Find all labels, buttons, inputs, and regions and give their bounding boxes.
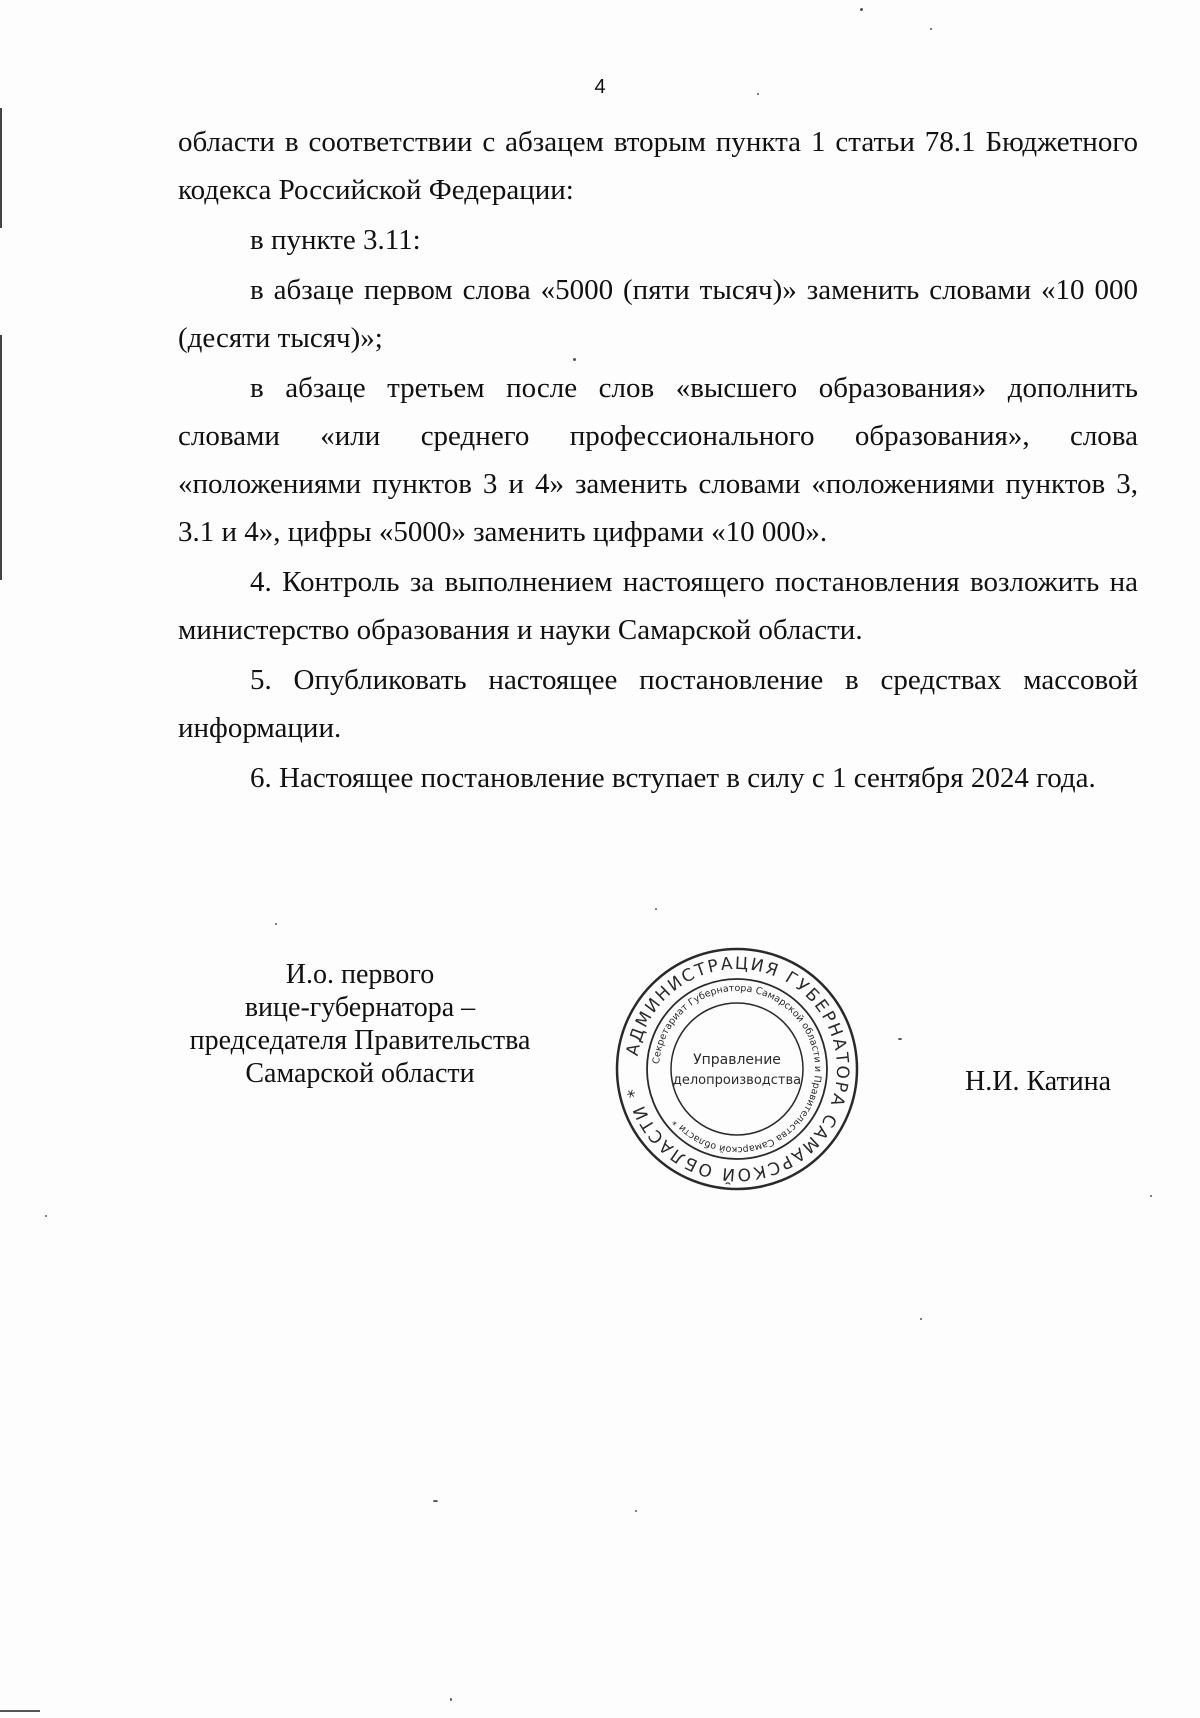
stamp-inner-circle [671, 1003, 803, 1135]
scan-speck [573, 358, 576, 361]
stamp-center-line: Управление [693, 1052, 781, 1068]
signatory-title [170, 958, 550, 1090]
stamp-middle-circle [647, 979, 827, 1159]
paragraph: 4. Контроль за выполнением настоящего постановления возложить на министерство образования и науки Самарской области. [178, 566, 1138, 646]
document-body [178, 118, 1138, 802]
signatory-line: вице-губернатора – [244, 992, 476, 1023]
signer-name: Н.И. Катина [965, 1066, 1112, 1097]
signatory-line: председателя Правительства [189, 1025, 531, 1056]
paragraph: 5. Опубликовать настоящее постановление в средствах массовой информации. [178, 664, 1138, 744]
signatory-line: Самарской области [245, 1058, 475, 1089]
stamp-inner-text: Секретариат Губернатора Самарской области и Правительства Самарской области * [651, 982, 824, 1156]
scan-margin-mark [0, 108, 2, 228]
scan-speck [1150, 1195, 1152, 1197]
scan-speck [450, 1698, 452, 1701]
stamp-outer-text: АДМИНИСТРАЦИЯ ГУБЕРНАТОРА САМАРСКОЙ ОБЛАСТИ * [622, 953, 853, 1185]
paragraph: 6. Настоящее постановление вступает в силу с 1 сентября 2024 года. [250, 762, 1096, 794]
scan-margin-mark [0, 335, 2, 580]
scan-speck [860, 8, 863, 11]
scan-speck [635, 1510, 637, 1512]
scan-speck [45, 1215, 47, 1217]
scan-speck [433, 1500, 438, 1502]
scan-edge-mark [0, 1710, 40, 1712]
paragraph: области в соответствии с абзацем вторым пункта 1 статьи 78.1 Бюджетного кодекса Российской Федерации: [178, 126, 1138, 206]
page-number: 4 [594, 76, 606, 98]
scan-speck [920, 1318, 922, 1320]
scan-speck [898, 1038, 902, 1040]
scan-speck [757, 93, 759, 95]
scan-speck [655, 908, 657, 910]
scan-speck [275, 923, 277, 925]
scan-speck [930, 28, 932, 30]
stamp-center-line: делопроизводства [672, 1073, 802, 1088]
official-stamp [612, 944, 862, 1194]
signatory-line: И.о. первого [285, 959, 435, 990]
paragraph: в абзаце первом слова «5000 (пяти тысяч)» заменить словами «10 000 (десяти тысяч)»; [178, 274, 1138, 354]
paragraph: в абзаце третьем после слов «высшего образования» дополнить словами «или среднего профессионального образования», слова «положениями пунктов 3 и 4» заменить словами «положениями пунктов 3, 3.1 и 4», цифры «5000» заменить цифрами «10 000». [178, 372, 1138, 548]
paragraph: в пункте 3.11: [250, 224, 421, 256]
